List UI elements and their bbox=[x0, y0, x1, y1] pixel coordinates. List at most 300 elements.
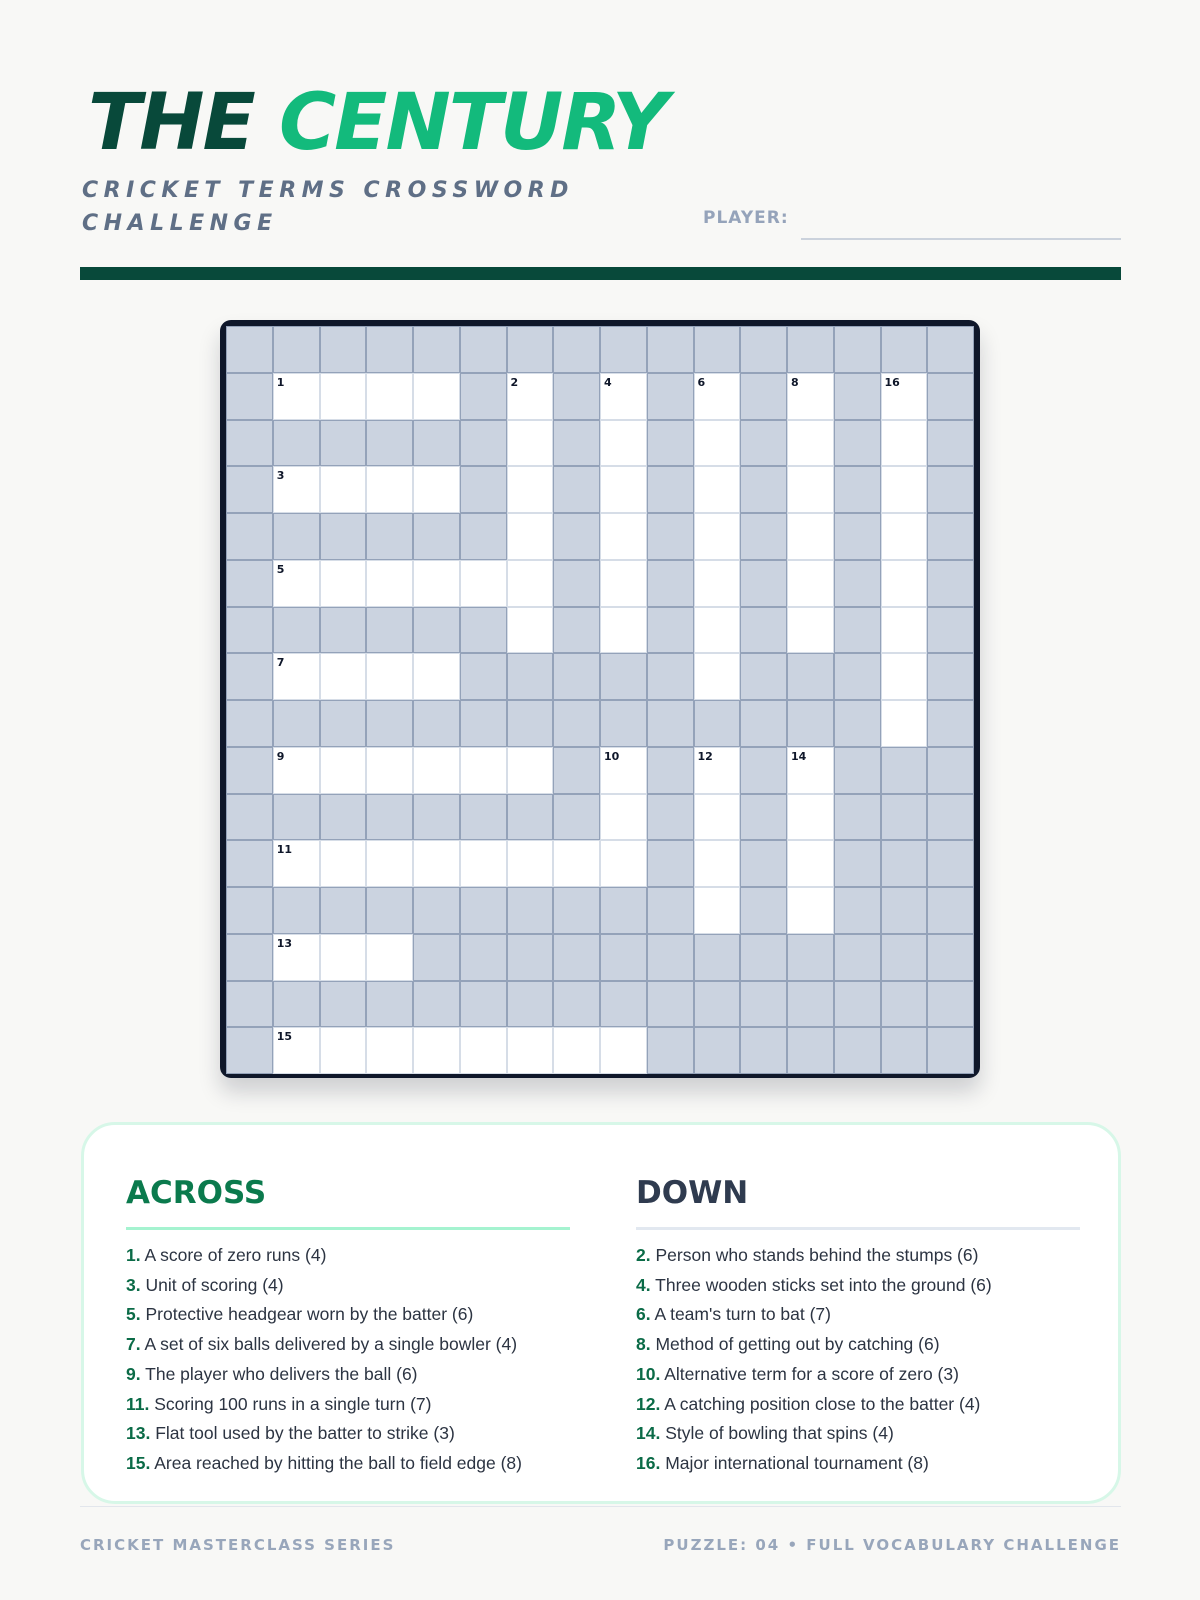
clue-item-number: 8. bbox=[636, 1334, 651, 1355]
blocked-cell bbox=[834, 653, 881, 700]
crossword-cell[interactable] bbox=[600, 794, 647, 841]
blocked-cell bbox=[647, 560, 694, 607]
blocked-cell bbox=[787, 700, 834, 747]
clue-item-text: A catching position close to the batter (4) bbox=[664, 1393, 981, 1414]
crossword-cell[interactable] bbox=[273, 1027, 320, 1074]
title-word-century: CENTURY bbox=[278, 78, 667, 168]
blocked-cell bbox=[647, 653, 694, 700]
blocked-cell bbox=[694, 1027, 741, 1074]
crossword-cell[interactable] bbox=[460, 560, 507, 607]
blocked-cell bbox=[507, 326, 554, 373]
crossword-cell[interactable] bbox=[413, 653, 460, 700]
blocked-cell bbox=[507, 887, 554, 934]
clue-number: 6 bbox=[697, 375, 706, 389]
across-clues bbox=[126, 1170, 570, 1479]
down-clues bbox=[636, 1170, 1080, 1479]
crossword-cell[interactable] bbox=[320, 934, 367, 981]
clue-item-number: 1. bbox=[126, 1245, 141, 1265]
across-clue bbox=[126, 1449, 570, 1479]
clue-item-number: 2. bbox=[636, 1245, 651, 1265]
crossword-cell[interactable] bbox=[273, 840, 320, 887]
blocked-cell bbox=[553, 981, 600, 1028]
header-divider bbox=[80, 267, 1121, 280]
blocked-cell bbox=[927, 887, 974, 934]
crossword-cell[interactable] bbox=[600, 840, 647, 887]
clue-number: 1 bbox=[276, 375, 285, 389]
blocked-cell bbox=[647, 747, 694, 794]
blocked-cell bbox=[600, 326, 647, 373]
blocked-cell bbox=[881, 981, 928, 1028]
crossword-cell[interactable] bbox=[273, 373, 320, 420]
down-underline bbox=[636, 1227, 1080, 1230]
crossword-cell[interactable] bbox=[787, 887, 834, 934]
blocked-cell bbox=[273, 326, 320, 373]
blocked-cell bbox=[226, 700, 273, 747]
crossword-cell[interactable] bbox=[366, 934, 413, 981]
blocked-cell bbox=[787, 326, 834, 373]
clue-number: 11 bbox=[276, 843, 293, 857]
blocked-cell bbox=[226, 794, 273, 841]
blocked-cell bbox=[927, 653, 974, 700]
blocked-cell bbox=[927, 794, 974, 841]
clue-number: 10 bbox=[604, 749, 620, 763]
player-name-field[interactable] bbox=[801, 238, 1121, 240]
blocked-cell bbox=[226, 373, 273, 420]
down-clue bbox=[636, 1419, 1080, 1449]
crossword-cell[interactable] bbox=[413, 373, 460, 420]
across-clue bbox=[126, 1241, 570, 1271]
blocked-cell bbox=[553, 934, 600, 981]
crossword-cell[interactable] bbox=[881, 420, 928, 467]
crossword-cell[interactable] bbox=[694, 840, 741, 887]
clue-item-text: Unit of scoring (4) bbox=[145, 1274, 284, 1295]
blocked-cell bbox=[740, 887, 787, 934]
blocked-cell bbox=[834, 420, 881, 467]
crossword-cell[interactable] bbox=[507, 840, 554, 887]
crossword-cell[interactable] bbox=[366, 840, 413, 887]
across-clue bbox=[126, 1300, 570, 1330]
crossword-cell[interactable] bbox=[413, 560, 460, 607]
crossword-cell[interactable] bbox=[881, 607, 928, 654]
across-clue bbox=[126, 1390, 570, 1420]
blocked-cell bbox=[740, 607, 787, 654]
blocked-cell bbox=[881, 747, 928, 794]
blocked-cell bbox=[226, 420, 273, 467]
blocked-cell bbox=[881, 934, 928, 981]
crossword-cell[interactable] bbox=[881, 560, 928, 607]
blocked-cell bbox=[647, 887, 694, 934]
blocked-cell bbox=[553, 700, 600, 747]
blocked-cell bbox=[320, 794, 367, 841]
blocked-cell bbox=[507, 653, 554, 700]
blocked-cell bbox=[413, 326, 460, 373]
blocked-cell bbox=[226, 981, 273, 1028]
blocked-cell bbox=[320, 326, 367, 373]
clue-item-text: Major international tournament (8) bbox=[665, 1452, 929, 1473]
blocked-cell bbox=[740, 326, 787, 373]
crossword-cell[interactable] bbox=[881, 700, 928, 747]
blocked-cell bbox=[413, 513, 460, 560]
crossword-cell[interactable] bbox=[600, 1027, 647, 1074]
clue-item-text: A team's turn to bat (7) bbox=[654, 1304, 831, 1325]
blocked-cell bbox=[881, 1027, 928, 1074]
crossword-cell[interactable] bbox=[366, 560, 413, 607]
crossword-cell[interactable] bbox=[600, 607, 647, 654]
blocked-cell bbox=[740, 934, 787, 981]
crossword-cell[interactable] bbox=[460, 840, 507, 887]
blocked-cell bbox=[881, 326, 928, 373]
blocked-cell bbox=[740, 466, 787, 513]
crossword-cell[interactable] bbox=[694, 887, 741, 934]
clue-number: 13 bbox=[276, 936, 293, 950]
blocked-cell bbox=[881, 794, 928, 841]
crossword-cell[interactable] bbox=[600, 466, 647, 513]
blocked-cell bbox=[553, 466, 600, 513]
blocked-cell bbox=[834, 1027, 881, 1074]
clue-item-number: 16. bbox=[636, 1452, 661, 1473]
across-heading: ACROSS bbox=[126, 1175, 267, 1211]
series-name: CRICKET MASTERCLASS SERIES bbox=[80, 1536, 396, 1554]
crossword-cell[interactable] bbox=[787, 513, 834, 560]
blocked-cell bbox=[740, 1027, 787, 1074]
clue-item-text: Person who stands behind the stumps (6) bbox=[655, 1245, 979, 1265]
blocked-cell bbox=[927, 513, 974, 560]
blocked-cell bbox=[787, 934, 834, 981]
crossword-cell[interactable] bbox=[366, 747, 413, 794]
blocked-cell bbox=[460, 981, 507, 1028]
crossword-cell[interactable] bbox=[553, 840, 600, 887]
crossword-cell[interactable] bbox=[366, 653, 413, 700]
blocked-cell bbox=[366, 420, 413, 467]
title-word-the: THE bbox=[88, 78, 254, 168]
blocked-cell bbox=[226, 466, 273, 513]
clue-number: 7 bbox=[276, 656, 285, 670]
crossword-cell[interactable] bbox=[273, 934, 320, 981]
blocked-cell bbox=[881, 887, 928, 934]
blocked-cell bbox=[460, 653, 507, 700]
blocked-cell bbox=[320, 700, 367, 747]
clue-number: 15 bbox=[276, 1030, 293, 1044]
blocked-cell bbox=[460, 607, 507, 654]
blocked-cell bbox=[740, 747, 787, 794]
crossword-cell[interactable] bbox=[273, 747, 320, 794]
crossword-cell[interactable] bbox=[320, 373, 367, 420]
blocked-cell bbox=[787, 653, 834, 700]
blocked-cell bbox=[600, 934, 647, 981]
blocked-cell bbox=[600, 887, 647, 934]
clue-item-text: A set of six balls delivered by a single bowler (4) bbox=[144, 1334, 518, 1355]
blocked-cell bbox=[881, 840, 928, 887]
blocked-cell bbox=[320, 607, 367, 654]
blocked-cell bbox=[226, 607, 273, 654]
blocked-cell bbox=[273, 513, 320, 560]
crossword-cell[interactable] bbox=[787, 420, 834, 467]
crossword-grid bbox=[226, 326, 974, 1074]
blocked-cell bbox=[927, 1027, 974, 1074]
crossword-cell[interactable] bbox=[694, 420, 741, 467]
clue-item-text: Flat tool used by the batter to strike (3) bbox=[155, 1423, 455, 1444]
blocked-cell bbox=[740, 981, 787, 1028]
blocked-cell bbox=[647, 840, 694, 887]
crossword-cell[interactable] bbox=[273, 653, 320, 700]
crossword-cell[interactable] bbox=[320, 653, 367, 700]
crossword-cell[interactable] bbox=[507, 747, 554, 794]
blocked-cell bbox=[226, 840, 273, 887]
blocked-cell bbox=[366, 981, 413, 1028]
down-clue bbox=[636, 1390, 1080, 1420]
blocked-cell bbox=[413, 420, 460, 467]
blocked-cell bbox=[927, 700, 974, 747]
crossword-cell[interactable] bbox=[320, 840, 367, 887]
blocked-cell bbox=[273, 794, 320, 841]
crossword-cell[interactable] bbox=[787, 466, 834, 513]
blocked-cell bbox=[273, 887, 320, 934]
crossword-cell[interactable] bbox=[881, 373, 928, 420]
clues-panel bbox=[81, 1122, 1121, 1504]
blocked-cell bbox=[553, 513, 600, 560]
clue-item-number: 15. bbox=[126, 1452, 151, 1473]
blocked-cell bbox=[460, 466, 507, 513]
blocked-cell bbox=[553, 794, 600, 841]
puzzle-title bbox=[88, 78, 667, 168]
blocked-cell bbox=[787, 1027, 834, 1074]
blocked-cell bbox=[694, 934, 741, 981]
blocked-cell bbox=[647, 981, 694, 1028]
across-clue bbox=[126, 1330, 570, 1360]
blocked-cell bbox=[927, 747, 974, 794]
crossword-cell[interactable] bbox=[600, 513, 647, 560]
blocked-cell bbox=[226, 560, 273, 607]
blocked-cell bbox=[694, 981, 741, 1028]
player-label: PLAYER: bbox=[703, 208, 789, 228]
blocked-cell bbox=[226, 653, 273, 700]
crossword-cell[interactable] bbox=[413, 747, 460, 794]
crossword-cell[interactable] bbox=[413, 840, 460, 887]
blocked-cell bbox=[647, 420, 694, 467]
blocked-cell bbox=[600, 981, 647, 1028]
crossword-cell[interactable] bbox=[320, 747, 367, 794]
clue-item-text: Alternative term for a score of zero (3) bbox=[664, 1363, 959, 1384]
blocked-cell bbox=[460, 326, 507, 373]
blocked-cell bbox=[647, 607, 694, 654]
blocked-cell bbox=[647, 326, 694, 373]
crossword-cell[interactable] bbox=[366, 373, 413, 420]
clue-item-text: Style of bowling that spins (4) bbox=[665, 1423, 894, 1444]
crossword-cell[interactable] bbox=[694, 560, 741, 607]
blocked-cell bbox=[927, 326, 974, 373]
blocked-cell bbox=[366, 700, 413, 747]
blocked-cell bbox=[927, 934, 974, 981]
clue-item-number: 5. bbox=[126, 1304, 141, 1325]
clue-number: 14 bbox=[791, 749, 807, 763]
blocked-cell bbox=[740, 420, 787, 467]
blocked-cell bbox=[366, 513, 413, 560]
clue-item-text: Three wooden sticks set into the ground (6) bbox=[655, 1274, 992, 1295]
blocked-cell bbox=[226, 1027, 273, 1074]
clue-number: 2 bbox=[510, 375, 519, 389]
crossword-cell[interactable] bbox=[787, 747, 834, 794]
across-clue bbox=[126, 1360, 570, 1390]
across-clue bbox=[126, 1271, 570, 1301]
crossword-cell[interactable] bbox=[787, 840, 834, 887]
blocked-cell bbox=[834, 747, 881, 794]
crossword-cell[interactable] bbox=[787, 607, 834, 654]
down-clue bbox=[636, 1330, 1080, 1360]
blocked-cell bbox=[366, 326, 413, 373]
clue-item-number: 11. bbox=[126, 1393, 150, 1414]
blocked-cell bbox=[226, 934, 273, 981]
crossword-cell[interactable] bbox=[553, 1027, 600, 1074]
clue-item-number: 14. bbox=[636, 1423, 661, 1444]
crossword-cell[interactable] bbox=[413, 466, 460, 513]
crossword-cell[interactable] bbox=[787, 794, 834, 841]
blocked-cell bbox=[460, 934, 507, 981]
clue-number: 9 bbox=[276, 749, 285, 763]
puzzle-info: PUZZLE: 04 • FULL VOCABULARY CHALLENGE bbox=[663, 1536, 1121, 1554]
blocked-cell bbox=[226, 887, 273, 934]
clue-item-text: Scoring 100 runs in a single turn (7) bbox=[154, 1393, 432, 1414]
blocked-cell bbox=[834, 466, 881, 513]
crossword-cell[interactable] bbox=[273, 466, 320, 513]
blocked-cell bbox=[600, 700, 647, 747]
blocked-cell bbox=[927, 560, 974, 607]
crossword-cell[interactable] bbox=[881, 513, 928, 560]
blocked-cell bbox=[927, 373, 974, 420]
blocked-cell bbox=[647, 466, 694, 513]
down-clue bbox=[636, 1271, 1080, 1301]
crossword-cell[interactable] bbox=[366, 466, 413, 513]
blocked-cell bbox=[553, 653, 600, 700]
blocked-cell bbox=[834, 840, 881, 887]
blocked-cell bbox=[740, 373, 787, 420]
blocked-cell bbox=[366, 887, 413, 934]
across-clue-list bbox=[126, 1241, 570, 1479]
blocked-cell bbox=[834, 326, 881, 373]
blocked-cell bbox=[460, 513, 507, 560]
crossword-cell[interactable] bbox=[507, 420, 554, 467]
footer-divider bbox=[80, 1506, 1121, 1507]
crossword-cell[interactable] bbox=[507, 513, 554, 560]
blocked-cell bbox=[834, 981, 881, 1028]
down-clue bbox=[636, 1241, 1080, 1271]
blocked-cell bbox=[647, 1027, 694, 1074]
blocked-cell bbox=[694, 700, 741, 747]
blocked-cell bbox=[740, 560, 787, 607]
blocked-cell bbox=[366, 794, 413, 841]
clue-item-text: A score of zero runs (4) bbox=[144, 1245, 327, 1265]
down-clue-list bbox=[636, 1241, 1080, 1479]
crossword-cell[interactable] bbox=[273, 560, 320, 607]
across-clue bbox=[126, 1419, 570, 1449]
clue-item-text: The player who delivers the ball (6) bbox=[145, 1363, 418, 1384]
blocked-cell bbox=[460, 700, 507, 747]
crossword-cell[interactable] bbox=[787, 373, 834, 420]
blocked-cell bbox=[600, 653, 647, 700]
crossword-cell[interactable] bbox=[366, 1027, 413, 1074]
crossword-cell[interactable] bbox=[507, 1027, 554, 1074]
blocked-cell bbox=[740, 700, 787, 747]
blocked-cell bbox=[553, 887, 600, 934]
clue-item-text: Protective headgear worn by the batter (6) bbox=[145, 1304, 474, 1325]
blocked-cell bbox=[927, 840, 974, 887]
blocked-cell bbox=[413, 794, 460, 841]
blocked-cell bbox=[647, 794, 694, 841]
crossword-cell[interactable] bbox=[600, 420, 647, 467]
crossword-cell[interactable] bbox=[507, 373, 554, 420]
blocked-cell bbox=[834, 887, 881, 934]
crossword-cell[interactable] bbox=[600, 560, 647, 607]
crossword-cell[interactable] bbox=[460, 747, 507, 794]
crossword-cell[interactable] bbox=[413, 1027, 460, 1074]
crossword-cell[interactable] bbox=[694, 373, 741, 420]
blocked-cell bbox=[834, 700, 881, 747]
crossword-cell[interactable] bbox=[787, 560, 834, 607]
blocked-cell bbox=[273, 607, 320, 654]
blocked-cell bbox=[740, 513, 787, 560]
blocked-cell bbox=[460, 887, 507, 934]
blocked-cell bbox=[320, 513, 367, 560]
crossword-cell[interactable] bbox=[507, 607, 554, 654]
crossword-cell[interactable] bbox=[320, 466, 367, 513]
blocked-cell bbox=[647, 513, 694, 560]
down-clue bbox=[636, 1449, 1080, 1479]
crossword-cell[interactable] bbox=[600, 373, 647, 420]
crossword-cell[interactable] bbox=[507, 560, 554, 607]
blocked-cell bbox=[647, 700, 694, 747]
blocked-cell bbox=[507, 981, 554, 1028]
blocked-cell bbox=[553, 420, 600, 467]
crossword-cell[interactable] bbox=[694, 466, 741, 513]
crossword-cell[interactable] bbox=[881, 466, 928, 513]
crossword-cell[interactable] bbox=[694, 794, 741, 841]
blocked-cell bbox=[834, 934, 881, 981]
crossword-cell[interactable] bbox=[507, 466, 554, 513]
crossword-cell[interactable] bbox=[694, 747, 741, 794]
blocked-cell bbox=[460, 794, 507, 841]
blocked-cell bbox=[834, 560, 881, 607]
blocked-cell bbox=[413, 607, 460, 654]
crossword-cell[interactable] bbox=[694, 653, 741, 700]
crossword-cell[interactable] bbox=[881, 653, 928, 700]
blocked-cell bbox=[413, 700, 460, 747]
blocked-cell bbox=[320, 981, 367, 1028]
blocked-cell bbox=[460, 420, 507, 467]
blocked-cell bbox=[507, 700, 554, 747]
blocked-cell bbox=[413, 887, 460, 934]
clue-item-number: 3. bbox=[126, 1274, 141, 1295]
blocked-cell bbox=[226, 747, 273, 794]
puzzle-subtitle: CRICKET TERMS CROSSWORD CHALLENGE bbox=[82, 178, 574, 236]
blocked-cell bbox=[413, 934, 460, 981]
crossword-cell[interactable] bbox=[320, 1027, 367, 1074]
blocked-cell bbox=[647, 373, 694, 420]
blocked-cell bbox=[787, 981, 834, 1028]
blocked-cell bbox=[273, 700, 320, 747]
blocked-cell bbox=[553, 607, 600, 654]
blocked-cell bbox=[507, 794, 554, 841]
clue-item-number: 4. bbox=[636, 1274, 651, 1295]
crossword-cell[interactable] bbox=[694, 513, 741, 560]
crossword-board bbox=[220, 320, 980, 1078]
blocked-cell bbox=[320, 887, 367, 934]
blocked-cell bbox=[927, 420, 974, 467]
crossword-cell[interactable] bbox=[600, 747, 647, 794]
blocked-cell bbox=[740, 794, 787, 841]
crossword-cell[interactable] bbox=[460, 1027, 507, 1074]
crossword-cell[interactable] bbox=[694, 607, 741, 654]
crossword-cell[interactable] bbox=[320, 560, 367, 607]
blocked-cell bbox=[834, 513, 881, 560]
